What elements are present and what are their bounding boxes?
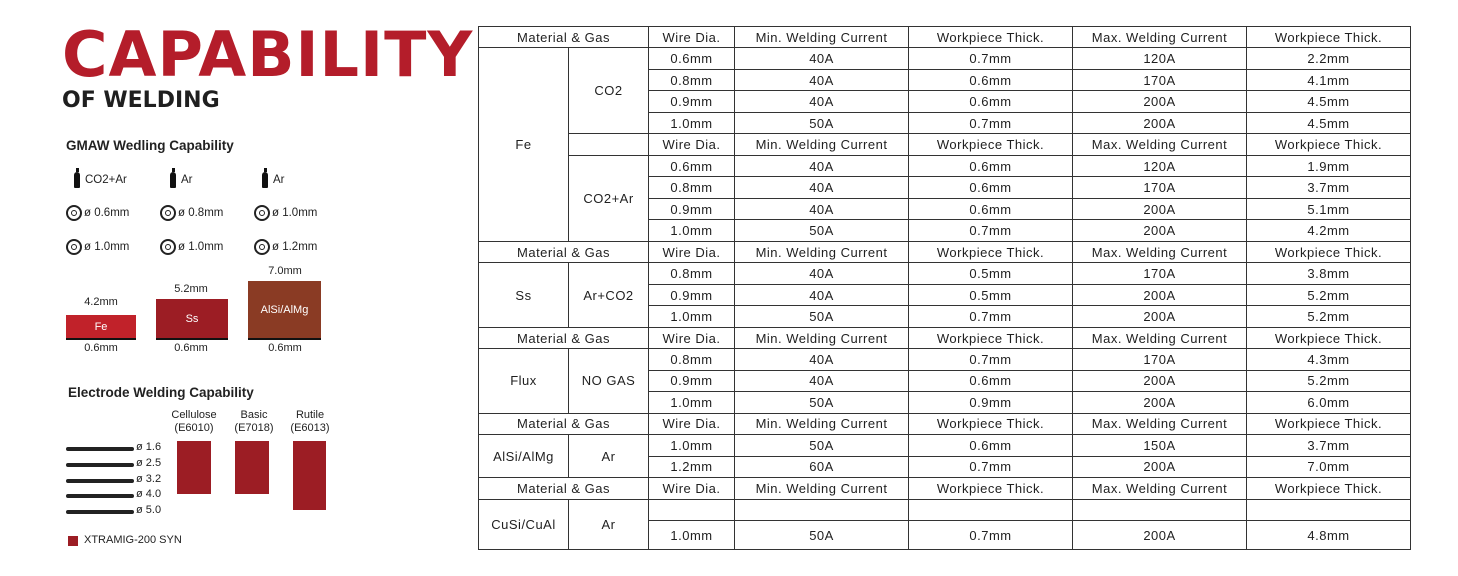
table-row — [479, 155, 1411, 176]
gas-ar: Ar — [569, 499, 649, 549]
cell: 1.0mm — [649, 521, 735, 550]
block-al-top: 7.0mm — [268, 265, 302, 277]
cell: 40A — [735, 370, 909, 391]
gas-ar-2: Ar — [262, 172, 285, 188]
electrode-type-rutile: Rutile (E6013) — [290, 409, 330, 435]
header-wire-dia: Wire Dia. — [649, 27, 735, 48]
cell: 40A — [735, 91, 909, 112]
gas-co2: CO2 — [569, 48, 649, 134]
cell: 40A — [735, 198, 909, 219]
gas-cylinder-icon — [74, 172, 80, 188]
table-row — [479, 349, 1411, 370]
cell: 0.7mm — [909, 220, 1073, 241]
electrode-bar-rutile — [293, 441, 326, 510]
table-subheader-row — [479, 134, 1411, 155]
cell: 40A — [735, 284, 909, 305]
cell: 40A — [735, 48, 909, 69]
legend-label: XTRAMIG-200 SYN — [84, 534, 182, 546]
header-material-gas: Material & Gas — [479, 478, 649, 499]
electrode-dia-5: ø 5.0 — [136, 504, 162, 516]
cell: 1.0mm — [649, 220, 735, 241]
cell: 50A — [735, 220, 909, 241]
cell: 6.0mm — [1247, 392, 1411, 413]
header-wire-dia: Wire Dia. — [649, 327, 735, 348]
spool-ss-2: ø 1.0mm — [160, 239, 223, 255]
cell: 50A — [735, 392, 909, 413]
cell: 40A — [735, 263, 909, 284]
capability-panel — [0, 0, 474, 576]
page-subtitle: OF WELDING — [62, 88, 220, 113]
material-cusi: CuSi/CuAl — [479, 499, 569, 549]
capability-table — [478, 26, 1411, 550]
cell: 170A — [1073, 69, 1247, 90]
cell: 50A — [735, 112, 909, 133]
table-header-row — [479, 27, 1411, 48]
table-row — [479, 263, 1411, 284]
cell: 0.9mm — [649, 370, 735, 391]
spool-al-2: ø 1.2mm — [254, 239, 317, 255]
cell: 50A — [735, 306, 909, 327]
cell: 200A — [1073, 306, 1247, 327]
cell: 5.2mm — [1247, 284, 1411, 305]
electrode-rod-icon — [66, 447, 134, 451]
electrode-rod-icon — [66, 479, 134, 483]
electrode-type-cellulose: Cellulose (E6010) — [171, 409, 217, 435]
cell: 5.2mm — [1247, 306, 1411, 327]
cell: 1.2mm — [649, 456, 735, 477]
cell: 0.6mm — [909, 370, 1073, 391]
cell: 0.7mm — [909, 306, 1073, 327]
header-max-thick: Workpiece Thick. — [1247, 241, 1411, 262]
cell: 1.9mm — [1247, 155, 1411, 176]
spool-ss-1: ø 0.8mm — [160, 205, 223, 221]
cell: 4.2mm — [1247, 220, 1411, 241]
blank-cell — [1073, 499, 1247, 520]
header-max-current: Max. Welding Current — [1073, 134, 1247, 155]
cell: 0.6mm — [909, 177, 1073, 198]
cell: 0.5mm — [909, 263, 1073, 284]
cell: 1.0mm — [649, 392, 735, 413]
cell: 0.6mm — [649, 48, 735, 69]
gas-cylinder-icon — [170, 172, 176, 188]
cell: 0.7mm — [909, 112, 1073, 133]
blank-cell — [1247, 499, 1411, 520]
header-max-thick: Workpiece Thick. — [1247, 327, 1411, 348]
header-wire-dia: Wire Dia. — [649, 134, 735, 155]
cell: 40A — [735, 69, 909, 90]
block-ss-bottom: 0.6mm — [174, 342, 208, 354]
legend-swatch — [68, 536, 78, 546]
header-min-current: Min. Welding Current — [735, 27, 909, 48]
gas-co2-ar: CO2+Ar — [569, 155, 649, 241]
header-max-thick: Workpiece Thick. — [1247, 413, 1411, 434]
block-ss-top: 5.2mm — [174, 283, 208, 295]
cell: 7.0mm — [1247, 456, 1411, 477]
cell: 1.0mm — [649, 112, 735, 133]
header-material-gas: Material & Gas — [479, 327, 649, 348]
cell: 0.7mm — [909, 456, 1073, 477]
cell: 200A — [1073, 112, 1247, 133]
header-min-current: Min. Welding Current — [735, 413, 909, 434]
electrode-dia-1: ø 1.6 — [136, 441, 162, 453]
header-min-thick: Workpiece Thick. — [909, 241, 1073, 262]
cell: 0.8mm — [649, 69, 735, 90]
cell: 0.6mm — [909, 155, 1073, 176]
cell: 1.0mm — [649, 435, 735, 456]
cell: 120A — [1073, 48, 1247, 69]
wire-spool-icon — [160, 205, 176, 221]
cell: 150A — [1073, 435, 1247, 456]
cell: 170A — [1073, 177, 1247, 198]
spool-fe-1: ø 0.6mm — [66, 205, 129, 221]
header-min-thick: Workpiece Thick. — [909, 134, 1073, 155]
gas-co2ar: CO2+Ar — [74, 172, 127, 188]
wire-spool-icon — [254, 205, 270, 221]
cell: 4.8mm — [1247, 521, 1411, 550]
spool-fe-2: ø 1.0mm — [66, 239, 129, 255]
block-ss: Ss — [156, 299, 228, 340]
cell: 0.7mm — [909, 48, 1073, 69]
material-ss: Ss — [479, 263, 569, 327]
cell: 2.2mm — [1247, 48, 1411, 69]
blank-cell — [909, 499, 1073, 520]
cell: 170A — [1073, 349, 1247, 370]
cell: 0.6mm — [909, 69, 1073, 90]
electrode-rod-icon — [66, 463, 134, 467]
header-min-current: Min. Welding Current — [735, 134, 909, 155]
header-wire-dia: Wire Dia. — [649, 478, 735, 499]
electrode-bar-cellulose — [177, 441, 211, 494]
header-wire-dia: Wire Dia. — [649, 413, 735, 434]
gas-cylinder-icon — [262, 172, 268, 188]
block-fe: Fe — [66, 315, 136, 340]
electrode-rod-icon — [66, 510, 134, 514]
electrode-dia-3: ø 3.2 — [136, 473, 162, 485]
wire-spool-icon — [66, 205, 82, 221]
cell: 4.3mm — [1247, 349, 1411, 370]
cell: 200A — [1073, 370, 1247, 391]
cell: 4.1mm — [1247, 69, 1411, 90]
cell: 200A — [1073, 456, 1247, 477]
wire-spool-icon — [66, 239, 82, 255]
cell: 0.7mm — [909, 521, 1073, 550]
block-al-bottom: 0.6mm — [268, 342, 302, 354]
electrode-bar-basic — [235, 441, 269, 494]
cell: 200A — [1073, 521, 1247, 550]
cell: 0.9mm — [649, 284, 735, 305]
cell: 1.0mm — [649, 306, 735, 327]
header-material-gas: Material & Gas — [479, 27, 649, 48]
gas-ar-co2: Ar+CO2 — [569, 263, 649, 327]
block-alsi: AlSi/AlMg — [248, 281, 321, 340]
cell: 0.9mm — [649, 91, 735, 112]
header-min-current: Min. Welding Current — [735, 241, 909, 262]
cell: 4.5mm — [1247, 91, 1411, 112]
blank-cell — [649, 499, 735, 520]
cell: 0.9mm — [909, 392, 1073, 413]
table-header-row — [479, 241, 1411, 262]
block-fe-bottom: 0.6mm — [84, 342, 118, 354]
cell: 200A — [1073, 91, 1247, 112]
cell: 50A — [735, 521, 909, 550]
cell: 3.7mm — [1247, 435, 1411, 456]
header-max-current: Max. Welding Current — [1073, 27, 1247, 48]
header-max-current: Max. Welding Current — [1073, 241, 1247, 262]
cell: 5.2mm — [1247, 370, 1411, 391]
header-min-current: Min. Welding Current — [735, 478, 909, 499]
block-fe-top: 4.2mm — [84, 296, 118, 308]
header-min-thick: Workpiece Thick. — [909, 327, 1073, 348]
header-max-thick: Workpiece Thick. — [1247, 27, 1411, 48]
header-min-thick: Workpiece Thick. — [909, 27, 1073, 48]
gmaw-heading: GMAW Wedling Capability — [66, 138, 234, 153]
cell: 200A — [1073, 220, 1247, 241]
gas-ar: Ar — [569, 435, 649, 478]
header-material-gas: Material & Gas — [479, 241, 649, 262]
cell: 4.5mm — [1247, 112, 1411, 133]
table-row — [479, 499, 1411, 520]
cell: 0.6mm — [909, 435, 1073, 456]
gas-no-gas: NO GAS — [569, 349, 649, 413]
blank-cell — [735, 499, 909, 520]
cell: 0.6mm — [649, 155, 735, 176]
cell: 0.6mm — [909, 198, 1073, 219]
material-flux: Flux — [479, 349, 569, 413]
table-row — [479, 48, 1411, 69]
page-title: CAPABILITY — [62, 18, 474, 91]
cell: 0.5mm — [909, 284, 1073, 305]
cell: 200A — [1073, 392, 1247, 413]
electrode-dia-2: ø 2.5 — [136, 457, 162, 469]
cell: 40A — [735, 349, 909, 370]
electrode-type-basic: Basic (E7018) — [234, 409, 274, 435]
header-min-thick: Workpiece Thick. — [909, 478, 1073, 499]
cell: 40A — [735, 155, 909, 176]
header-max-current: Max. Welding Current — [1073, 327, 1247, 348]
electrode-heading: Electrode Welding Capability — [68, 385, 254, 400]
table-row — [479, 435, 1411, 456]
header-max-current: Max. Welding Current — [1073, 413, 1247, 434]
electrode-dia-4: ø 4.0 — [136, 488, 162, 500]
table-header-row — [479, 413, 1411, 434]
cell: 200A — [1073, 284, 1247, 305]
cell: 0.8mm — [649, 177, 735, 198]
cell: 0.8mm — [649, 349, 735, 370]
wire-spool-icon — [254, 239, 270, 255]
table-header-row — [479, 327, 1411, 348]
electrode-rod-icon — [66, 494, 134, 498]
cell: 3.7mm — [1247, 177, 1411, 198]
cell: 200A — [1073, 198, 1247, 219]
cell: 0.8mm — [649, 263, 735, 284]
cell: 3.8mm — [1247, 263, 1411, 284]
gas-ar-1: Ar — [170, 172, 193, 188]
header-material-gas: Material & Gas — [479, 413, 649, 434]
spool-al-1: ø 1.0mm — [254, 205, 317, 221]
cell: 170A — [1073, 263, 1247, 284]
header-max-thick: Workpiece Thick. — [1247, 134, 1411, 155]
header-min-thick: Workpiece Thick. — [909, 413, 1073, 434]
header-max-thick: Workpiece Thick. — [1247, 478, 1411, 499]
header-max-current: Max. Welding Current — [1073, 478, 1247, 499]
cell: 120A — [1073, 155, 1247, 176]
cell: 0.6mm — [909, 91, 1073, 112]
cell: 60A — [735, 456, 909, 477]
header-min-current: Min. Welding Current — [735, 327, 909, 348]
table-header-row — [479, 478, 1411, 499]
cell: 40A — [735, 177, 909, 198]
material-fe: Fe — [479, 48, 569, 241]
blank-cell — [569, 134, 649, 155]
material-alsi: AlSi/AlMg — [479, 435, 569, 478]
wire-spool-icon — [160, 239, 176, 255]
cell: 5.1mm — [1247, 198, 1411, 219]
header-wire-dia: Wire Dia. — [649, 241, 735, 262]
cell: 0.7mm — [909, 349, 1073, 370]
cell: 0.9mm — [649, 198, 735, 219]
cell: 50A — [735, 435, 909, 456]
